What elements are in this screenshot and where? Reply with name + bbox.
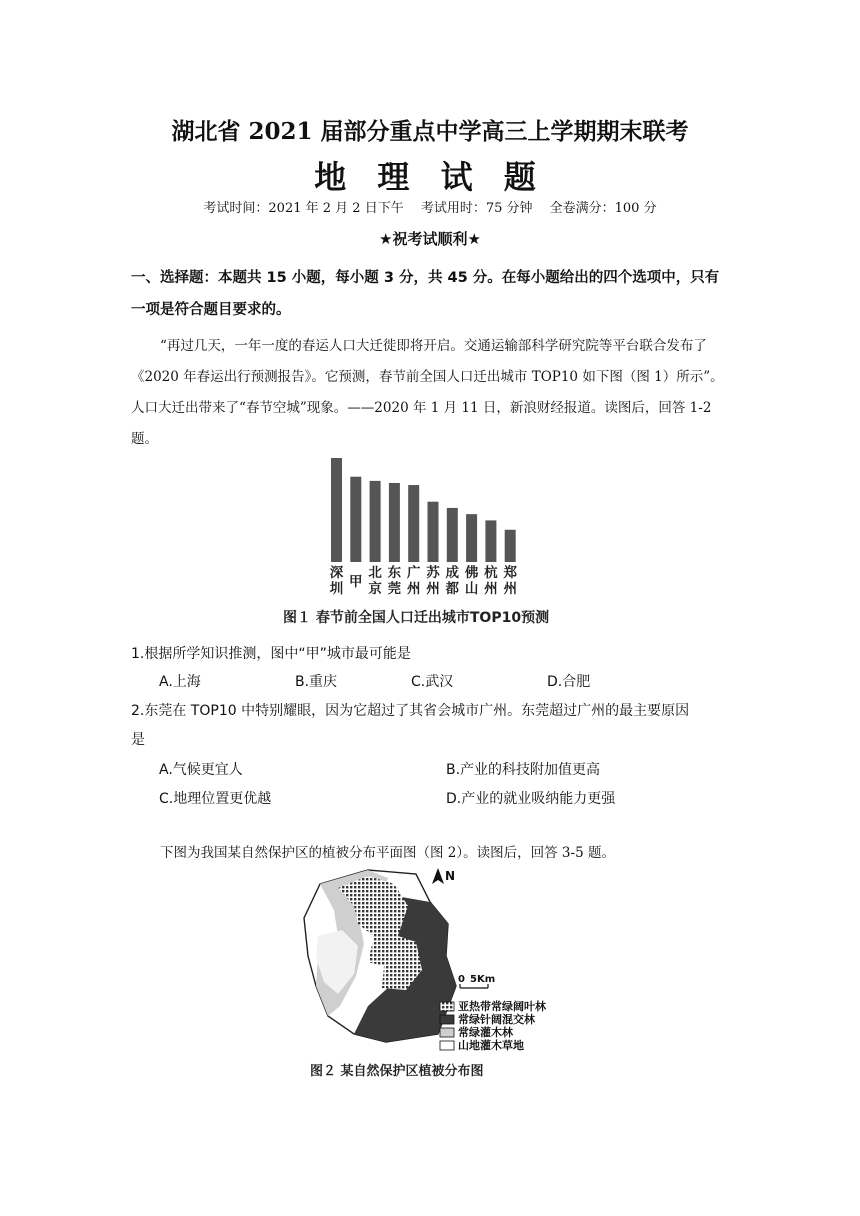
passage-2: 下图为我国某自然保护区的植被分布平面图（图 2）。读图后，回答 3-5 题。 (160, 845, 615, 861)
scale-zero: 0 (458, 974, 465, 985)
question-1-stem: 1.根据所学知识推测，图中“甲”城市最可能是 (131, 646, 411, 662)
bar-3 (370, 481, 381, 562)
bar-10 (505, 530, 516, 562)
q2-option-d: D.产业的就业吸纳能力更强 (446, 791, 616, 807)
exam-title: 湖北省 2021 届部分重点中学高三上学期期末联考 (171, 118, 689, 145)
good-luck-line: ★祝考试顺利★ (379, 230, 481, 248)
subject-title: 地 理 试 题 (314, 158, 546, 196)
figure-2-map (298, 866, 558, 1066)
city-label-4: 东 莞 (387, 565, 402, 597)
legend-swatch-mixed (440, 1015, 454, 1024)
city-label-7: 成 都 (445, 565, 460, 597)
figure-1-city-labels (320, 565, 530, 605)
exam-info: 考试时间：2021 年 2 月 2 日下午 考试用时：75 分钟 全卷满分：100 分 (203, 201, 657, 216)
bar-6 (428, 502, 439, 562)
section-heading (131, 262, 731, 326)
city-label-10: 郑 州 (503, 565, 517, 597)
figure-2-caption: 图２ 某自然保护区植被分布图 (310, 1064, 484, 1079)
city-label-3: 北 京 (368, 565, 382, 597)
scale-label: 5Km (470, 974, 496, 985)
city-label-5: 广 州 (406, 565, 421, 597)
bar-7 (447, 508, 458, 562)
city-label-2: 甲 (349, 574, 363, 590)
question-2-line2: 是 (131, 732, 145, 748)
legend-swatch-broadleaf (440, 1002, 454, 1011)
legend-swatch-shrub (440, 1028, 454, 1037)
map-legend (440, 999, 547, 1052)
q2-option-c: C.地理位置更优越 (159, 791, 272, 807)
legend-label-grassland: 山地灌木草地 (458, 1039, 524, 1052)
q2-option-a: A.气候更宜人 (159, 762, 243, 778)
q1-option-b: B.重庆 (295, 674, 338, 690)
north-label: N (445, 869, 456, 883)
q2-option-b: B.产业的科技附加值更高 (446, 762, 601, 778)
legend-label-mixed: 常绿针阔混交林 (458, 1013, 535, 1026)
city-label-9: 杭 州 (484, 565, 498, 597)
q1-option-d: D.合肥 (547, 674, 591, 690)
q1-option-a: A.上海 (159, 674, 201, 690)
city-label-6: 苏 州 (426, 565, 440, 597)
bar-8 (466, 514, 477, 562)
q1-option-c: C.武汉 (411, 674, 454, 690)
legend-label-shrub: 常绿灌木林 (458, 1026, 513, 1039)
legend-swatch-grassland (440, 1041, 454, 1050)
bar-1 (331, 458, 342, 562)
question-2-line1: 2.东莞在 TOP10 中特别耀眼，因为它超过了其省会城市广州。东莞超过广州的最主要原因 (131, 703, 690, 719)
legend-label-broadleaf: 亚热带常绿阔叶林 (458, 1000, 546, 1013)
question-2-stem (131, 697, 731, 755)
bar-5 (408, 485, 419, 562)
section-heading-line2: 一项是符合题目要求的。 (131, 302, 291, 318)
north-arrow-icon (432, 868, 444, 884)
bar-4 (389, 483, 400, 562)
bar-9 (485, 520, 496, 562)
city-label-1: 深 圳 (329, 565, 344, 597)
city-label-8: 佛 山 (464, 565, 479, 597)
passage-1: “再过几天，一年一度的春运人口大迁徙即将开启。交通运输部科学研究院等平台联合发布了《2020 年春运出行预测报告》。它预测，春节前全国人口迁出城市 TOP10 如下图（图 1）所示”。人口大迁出带来了“春节空城”现象。——2020 年 1 月 11 日，新浪财经报道。读图后，回答 1-2 题。 (131, 338, 724, 447)
section-heading-line1: 一、选择题：本题共 15 小题，每小题 3 分，共 45 分。在每小题给出的四个选项中，只有 (131, 270, 720, 286)
bar-2 (350, 477, 361, 562)
figure-1-caption: 图１ 春节前全国人口迁出城市TOP10预测 (283, 610, 550, 626)
